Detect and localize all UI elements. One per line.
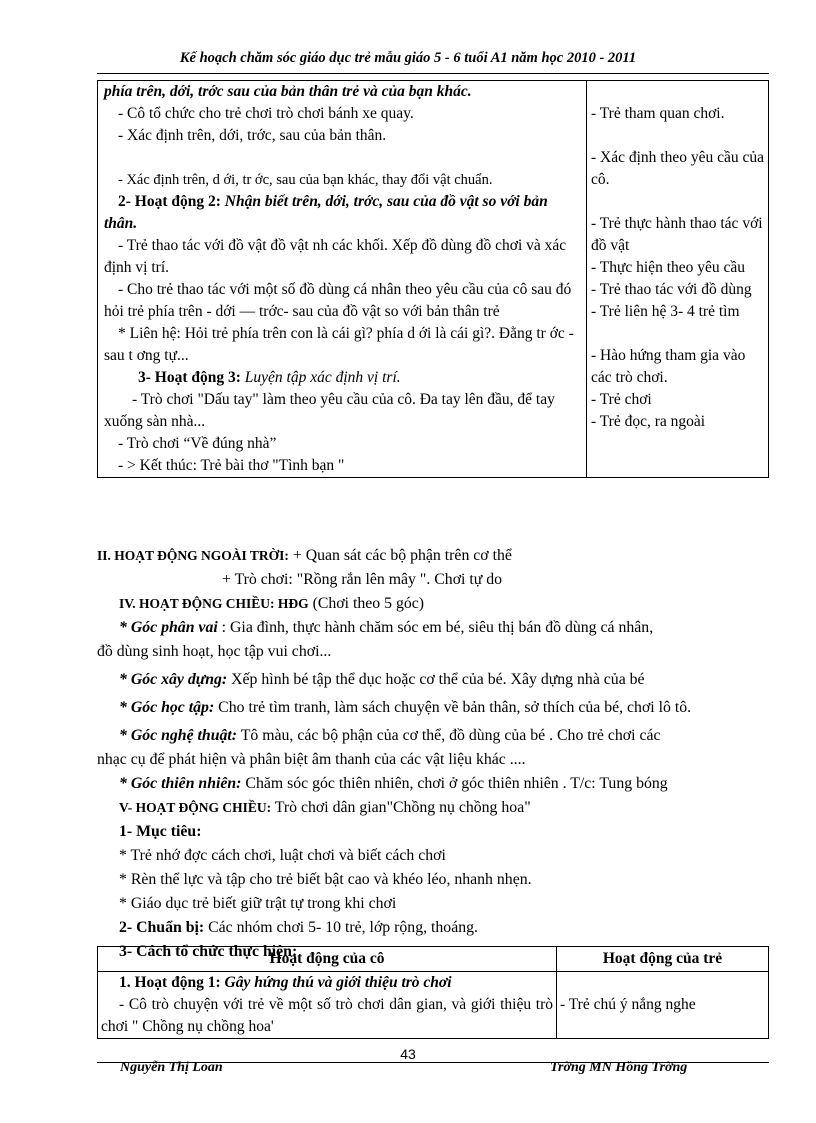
activity-1-cell: [98, 972, 557, 1039]
spacer: [591, 125, 764, 147]
spacer: [591, 81, 764, 103]
activity-2-label: 2- Hoạt động 2:: [118, 193, 225, 210]
activity-1-heading: [101, 972, 553, 994]
para: - Xác định theo yêu cầu của cô.: [591, 149, 765, 188]
footer-author: Nguyễn Thị Loan: [120, 1060, 223, 1075]
afternoon-text: (Chơi theo 5 góc): [308, 595, 425, 612]
child-column: [587, 81, 769, 478]
header-teacher: Hoạt động của cô: [98, 947, 557, 972]
para: - Cho trẻ thao tác với một số đồ dùng cá nhân theo yêu cầu của cô sau đó hỏi trẻ phía trên - dới — trớc- sau của đồ vật so với bản thân trẻ: [104, 281, 572, 320]
afternoon-label: IV. HOẠT ĐỘNG CHIỀU: HĐG: [119, 596, 309, 611]
header-rule: [97, 73, 769, 74]
lesson-table: [97, 80, 769, 478]
para: - Trẻ thực hành thao tác với đồ vật: [591, 215, 763, 254]
afternoon-section: [97, 544, 777, 964]
corner-label: * Góc nghệ thuật:: [119, 727, 238, 744]
corner-text: Xếp hình bé tập thể dục hoặc cơ thể của bé. Xây dựng nhà của bé: [227, 671, 645, 688]
prep-line: [97, 916, 777, 940]
v-label: V- HOẠT ĐỘNG CHIỀU:: [119, 800, 272, 815]
corner-text: : Gia đình, thực hành chăm sóc em bé, siêu thị bán đồ dùng cá nhân,: [217, 619, 654, 636]
teacher-column: [98, 81, 587, 478]
spacer: [104, 147, 580, 169]
activity-1-label: 1. Hoạt động 1:: [119, 974, 225, 991]
corner-label: * Góc học tập:: [119, 699, 215, 716]
goal-title: 1- Mục tiêu:: [119, 823, 202, 840]
activity-3-label: 3- Hoạt động 3:: [138, 369, 245, 386]
prep-text: Các nhóm chơi 5- 10 trẻ, lớp rộng, thoáng.: [204, 919, 478, 936]
corner-label: * Góc phân vai: [119, 619, 218, 636]
prep-label: 2- Chuẩn bị:: [119, 919, 205, 936]
spacer: [591, 323, 764, 345]
header-child: Hoạt động của trẻ: [557, 947, 769, 972]
para: phía trên, dới, trớc sau của bản thân trẻ và của bạn khác.: [104, 83, 472, 100]
corner-line: [97, 668, 777, 692]
corner-text: Tô màu, các bộ phận của cơ thể, đồ dùng của bé . Cho trẻ chơi các: [237, 727, 661, 744]
page-number: 43: [400, 1046, 416, 1062]
corner-label: * Góc thiên nhiên:: [119, 775, 242, 792]
para: - Trẻ thao tác với đồ dùng: [591, 281, 752, 298]
afternoon-line: [97, 592, 777, 616]
para: * Liên hệ: Hỏi trẻ phía trên con là cái gì? phía d ới là cái gì?. Đằng tr ớc - sau t ơng tự...: [104, 325, 574, 364]
activity-3-heading: [104, 367, 580, 389]
v-line: [97, 796, 777, 820]
outdoor-label: II. HOẠT ĐỘNG NGOÀI TRỜI:: [97, 548, 289, 563]
goal-item: * Trẻ nhớ đợc cách chơi, luật chơi và biết cách chơi: [119, 847, 446, 864]
activity-1-child: - Trẻ chú ý nắng nghe: [557, 972, 769, 1039]
page-header-title: Kế hoạch chăm sóc giáo dục trẻ mẫu giáo 5 - 6 tuổi A1 năm học 2010 - 2011: [179, 50, 637, 66]
goal-item: * Giáo dục trẻ biết giữ trật tự trong khi chơi: [119, 895, 397, 912]
para: - Trò chơi "Dấu tay" làm theo yêu cầu của cô. Đa tay lên đầu, để tay xuống sàn nhà...: [104, 391, 555, 430]
activity-table: [97, 946, 769, 1039]
activity-2-title: Nhận biết trên, dới, trớc, sau của đồ vật so với bản thân.: [104, 193, 548, 232]
para: - Xác định trên, dới, trớc, sau của bản thân.: [118, 127, 387, 144]
para: - Trẻ đọc, ra ngoài: [591, 413, 706, 430]
para: - Trẻ thao tác với đồ vật đồ vật nh các khối. Xếp đồ dùng đồ chơi và xác định vị trí.: [104, 237, 567, 276]
corner-line: [97, 772, 777, 796]
spacer: [591, 191, 764, 213]
para: - > Kết thúc: Trẻ bài thơ "Tình bạn ": [118, 457, 345, 474]
outdoor-line-2: + Trò chơi: "Rồng rắn lên mây ". Chơi tự do: [222, 571, 503, 588]
para: - Trò chơi “Về đúng nhà”: [118, 435, 277, 452]
corner-line: [97, 724, 777, 748]
corner-cont: đồ dùng sinh hoạt, học tập vui chơi...: [97, 643, 332, 660]
para: - Cô tổ chức cho trẻ chơi trò chơi bánh xe quay.: [118, 105, 414, 122]
goal-item: * Rèn thể lực và tập cho trẻ biết bật cao và khéo léo, nhanh nhẹn.: [119, 871, 532, 888]
para: - Hào hứng tham gia vào các trò chơi.: [591, 347, 746, 386]
corner-cont: nhạc cụ để phát hiện và phân biệt âm thanh của các vật liệu khác ....: [97, 751, 526, 768]
para: - Xác định trên, d ới, tr ớc, sau của bạn khác, thay đổi vật chuẩn.: [118, 172, 493, 188]
activity-1-title: Gây hứng thú và giới thiệu trò chơi: [224, 974, 452, 991]
para: - Trẻ tham quan chơi.: [591, 105, 725, 122]
corner-text: Cho trẻ tìm tranh, làm sách chuyện về bản thân, sở thích của bé, chơi lô tô.: [214, 699, 692, 716]
activity-3-title: Luyện tập xác định vị trí.: [244, 369, 401, 386]
para: - Trẻ chơi: [591, 391, 652, 408]
corner-text: Chăm sóc góc thiên nhiên, chơi ở góc thiên nhiên . T/c: Tung bóng: [241, 775, 668, 792]
footer-school: Trờng MN Hồng Trờng: [550, 1060, 688, 1075]
corner-label: * Góc xây dựng:: [119, 671, 228, 688]
corner-line: [97, 616, 777, 640]
outdoor-line: [97, 544, 777, 568]
outdoor-text-1: + Quan sát các bộ phận trên cơ thể: [288, 547, 512, 564]
org-title: 3- Cách tổ chức thực hiện:: [119, 943, 298, 960]
v-text: Trò chơi dân gian"Chồng nụ chồng hoa": [271, 799, 531, 816]
corner-line: [97, 696, 777, 720]
activity-1-text: - Cô trò chuyện với trẻ về một số trò chơi dân gian, và giới thiệu trò chơi " Chồng nụ chồng hoa': [101, 996, 553, 1035]
activity-2-heading: [104, 191, 580, 235]
para: - Thực hiện theo yêu cầu: [591, 259, 746, 276]
para: - Trẻ liên hệ 3- 4 trẻ tìm: [591, 303, 740, 320]
